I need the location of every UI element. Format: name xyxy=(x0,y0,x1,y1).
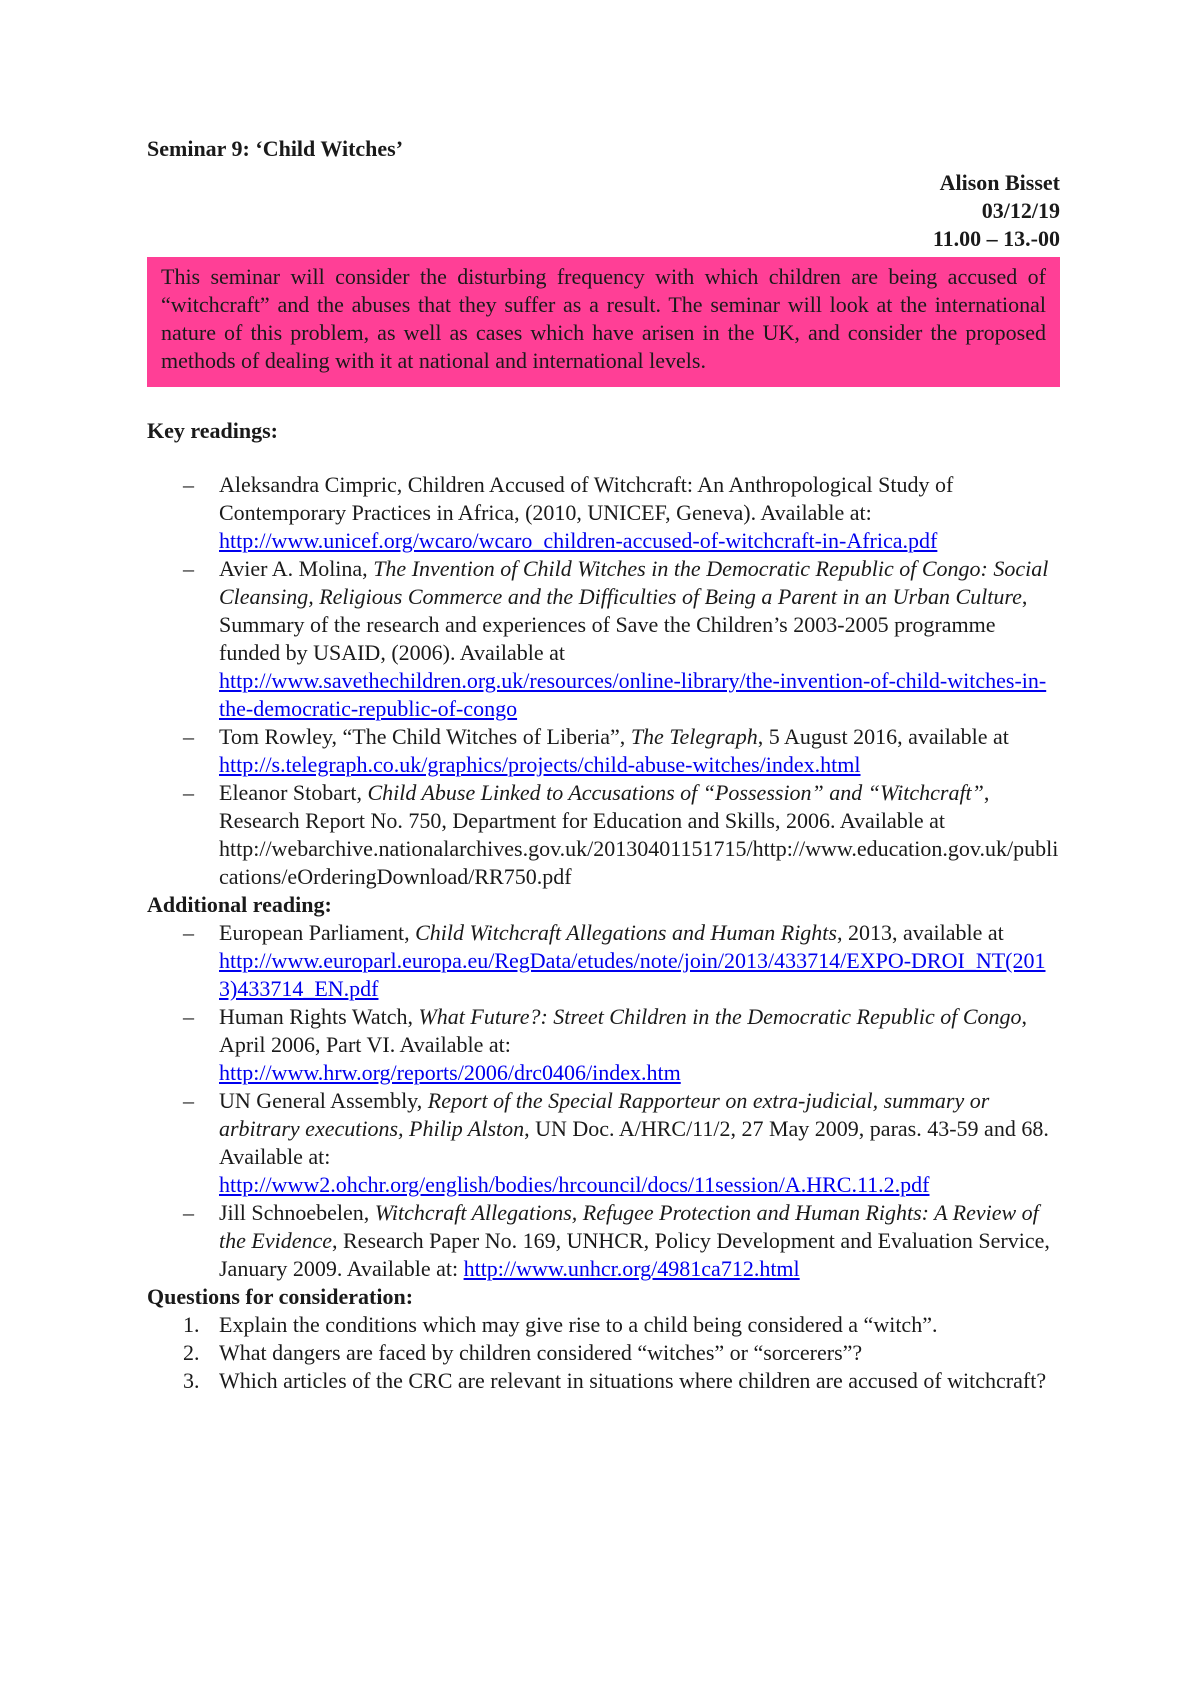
reading-text: , April 2006, Part VI. Available at: xyxy=(219,1004,1028,1057)
reading-author: European Parliament, xyxy=(219,920,416,945)
reading-item xyxy=(147,1199,1060,1283)
reading-author: Human Rights Watch, xyxy=(219,1004,419,1029)
reading-text: , UN Doc. A/HRC/11/2, 27 May 2009, paras. 43-59 and 68. Available at: xyxy=(219,1116,1049,1169)
reading-text: , Research Paper No. 169, UNHCR, Policy Development and Evaluation Service, January 2009. Available at: xyxy=(219,1228,1050,1281)
author-name: Alison Bisset xyxy=(939,170,1060,195)
reading-title: The Telegraph xyxy=(630,724,758,749)
reading-url-text: http://webarchive.nationalarchives.gov.uk/20130401151715/http://www.education.gov.uk/publications/eOrderingDownload/RR750.pdf xyxy=(219,836,1059,889)
additional-reading-heading: Additional reading: xyxy=(147,892,332,917)
reading-link[interactable]: http://www.unhcr.org/4981ca712.html xyxy=(463,1256,800,1281)
document-page xyxy=(147,135,1060,1395)
reading-link[interactable]: http://s.telegraph.co.uk/graphics/projects/child-abuse-witches/index.html xyxy=(219,752,861,777)
reading-link[interactable]: http://www.hrw.org/reports/2006/drc0406/index.htm xyxy=(219,1060,681,1085)
seminar-title: Seminar 9: ‘Child Witches’ xyxy=(147,136,404,161)
key-readings-heading: Key readings: xyxy=(147,418,278,443)
reading-text: , Research Report No. 750, Department for Education and Skills, 2006. Available at xyxy=(219,780,990,833)
reading-title: Child Abuse Linked to Accusations of “Possession” and “Witchcraft” xyxy=(367,780,984,805)
reading-link[interactable]: http://www.savethechildren.org.uk/resources/online-library/the-invention-of-child-witches-in-the-democratic-republic-of-congo xyxy=(219,668,1047,721)
reading-item xyxy=(147,779,1060,891)
reading-link[interactable]: http://www2.ohchr.org/english/bodies/hrcouncil/docs/11session/A.HRC.11.2.pdf xyxy=(219,1172,930,1197)
seminar-time: 11.00 – 13.-00 xyxy=(932,226,1060,251)
reading-author: UN General Assembly, xyxy=(219,1088,428,1113)
seminar-date: 03/12/19 xyxy=(981,198,1060,223)
questions-list xyxy=(147,1311,1060,1395)
question-item: Explain the conditions which may give rise to a child being considered a “witch”. xyxy=(219,1312,938,1337)
reading-author: Jill Schnoebelen, xyxy=(219,1200,375,1225)
reading-link[interactable]: http://www.europarl.europa.eu/RegData/etudes/note/join/2013/433714/EXPO-DROI_NT(2013)433714_EN.pdf xyxy=(219,948,1046,1001)
additional-reading-list xyxy=(147,919,1060,1283)
reading-link[interactable]: http://www.unicef.org/wcaro/wcaro_children-accused-of-witchcraft-in-Africa.pdf xyxy=(219,528,938,553)
reading-item xyxy=(147,1087,1060,1199)
key-readings-list xyxy=(147,471,1060,891)
reading-text: Aleksandra Cimpric, Children Accused of Witchcraft: An Anthropological Study of Contemporary Practices in Africa, (2010, UNICEF, Geneva). Available at: xyxy=(219,472,954,525)
reading-author: Avier A. Molina, xyxy=(219,556,374,581)
reading-text: , Summary of the research and experiences of Save the Children’s 2003-2005 programme funded by USAID, (2006). Available at xyxy=(219,584,1028,665)
reading-author: Tom Rowley, “The Child Witches of Liberia”, xyxy=(219,724,631,749)
reading-author: Eleanor Stobart, xyxy=(219,780,368,805)
reading-text: , 2013, available at xyxy=(836,920,1004,945)
reading-item xyxy=(147,1003,1060,1087)
intro-highlight-box: This seminar will consider the disturbing frequency with which children are being accused of “witchcraft” and the abuses that they suffer as a result. The seminar will look at the international nature of this problem, as well as cases which have arisen in the UK, and consider the proposed methods of dealing with it at national and international levels. xyxy=(147,257,1060,387)
reading-title: Child Witchcraft Allegations and Human Rights xyxy=(415,920,837,945)
question-item: Which articles of the CRC are relevant in situations where children are accused of witchcraft? xyxy=(219,1368,1047,1393)
reading-title: Report of the Special Rapporteur on extra-judicial, summary or arbitrary executions, Philip Alston xyxy=(219,1088,990,1141)
reading-item xyxy=(147,919,1060,1003)
question-item: What dangers are faced by children considered “witches” or “sorcerers”? xyxy=(219,1340,863,1365)
reading-title: Witchcraft Allegations, Refugee Protection and Human Rights: A Review of the Evidence xyxy=(219,1200,1039,1253)
reading-title: What Future?: Street Children in the Democratic Republic of Congo xyxy=(418,1004,1022,1029)
reading-item xyxy=(147,471,1060,555)
questions-heading: Questions for consideration: xyxy=(147,1284,414,1309)
reading-title: The Invention of Child Witches in the Democratic Republic of Congo: Social Cleansing, Religious Commerce and the Difficulties of Being a Parent in an Urban Culture xyxy=(219,556,1049,609)
seminar-meta xyxy=(147,169,1060,253)
reading-item xyxy=(147,555,1060,723)
reading-text: , 5 August 2016, available at xyxy=(757,724,1009,749)
reading-item xyxy=(147,723,1060,779)
